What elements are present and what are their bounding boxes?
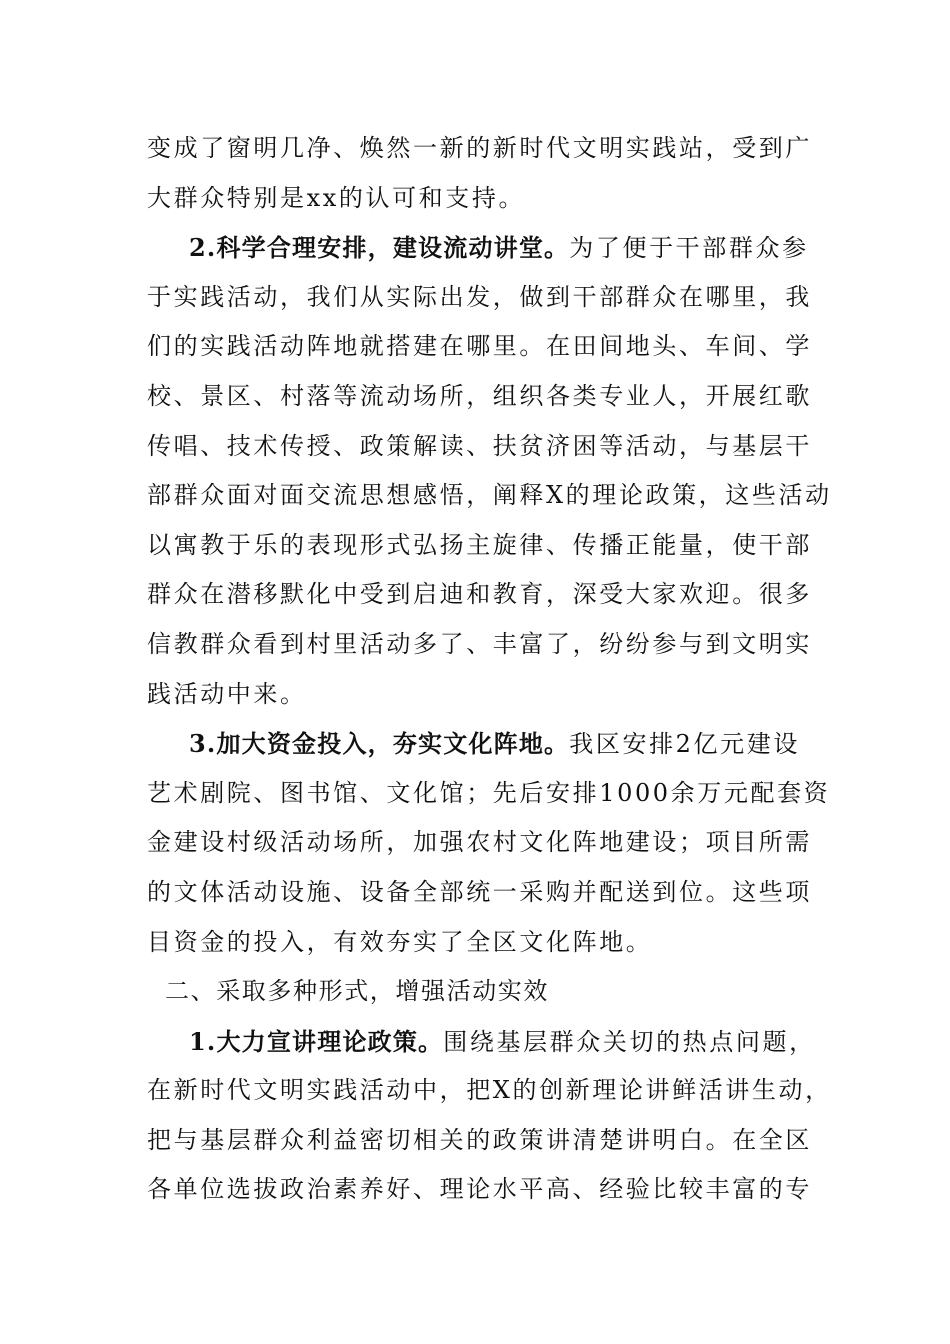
paragraph-start-line — [147, 223, 807, 273]
text-line: 践活动中来。 — [147, 679, 307, 708]
text-line: 金建设村级活动场所，加强农村文化阵地建设；项目所需 — [147, 828, 812, 857]
text-line: 变成了窗明几净、焕然一新的新时代文明实践站，受到广 — [147, 134, 812, 162]
text-line: 信教群众看到村里活动多了、丰富了，纷纷参与到文明实 — [147, 629, 812, 658]
paragraph-text: 我区安排2亿元建设 — [569, 730, 800, 759]
text-line: 的文体活动设施、设备全部统一采购并配送到位。这些项 — [147, 877, 812, 906]
paragraph-start-line — [147, 1017, 816, 1067]
text-line: 大群众特别是xx的认可和支持。 — [147, 183, 526, 212]
text-line: 部群众面对面交流思想感悟，阐释X的理论政策，这些活动 — [147, 481, 832, 510]
text-line: 们的实践活动阵地就搭建在哪里。在田间地头、车间、学 — [147, 332, 812, 361]
text-line: 传唱、技术传授、政策解读、扶贫济困等活动，与基层干 — [147, 431, 812, 460]
section-heading-bold: 3.加大资金投入，夯实文化阵地。 — [189, 729, 570, 759]
text-line: 艺术剧院、图书馆、文化馆；先后安排1000余万元配套资 — [147, 778, 831, 807]
chapter-heading: 二、采取多种形式，增强活动实效 — [165, 977, 549, 1006]
text-line: 于实践活动，我们从实际出发，做到干部群众在哪里，我 — [147, 282, 812, 311]
text-line: 以寓教于乐的表现形式弘扬主旋律、传播正能量，使干部 — [147, 530, 812, 559]
text-line: 在新时代文明实践活动中，把X的创新理论讲鲜活讲生动， — [147, 1076, 832, 1105]
text-line: 各单位选拔政治素养好、理论水平高、经验比较丰富的专 — [147, 1175, 812, 1204]
paragraph-start-line — [147, 719, 807, 769]
paragraph-text: 围绕基层群众关切的热点问题， — [443, 1027, 816, 1056]
text-line: 校、景区、村落等流动场所，组织各类专业人，开展红歌 — [147, 381, 812, 410]
text-line: 群众在潜移默化中受到启迪和教育，深受大家欢迎。很多 — [147, 580, 812, 609]
text-line: 把与基层群众利益密切相关的政策讲清楚讲明白。在全区 — [147, 1125, 812, 1154]
paragraph-text: 为了便于干部群众参 — [569, 234, 809, 263]
section-heading-bold: 1.大力宣讲理论政策。 — [189, 1026, 444, 1056]
document-body — [147, 124, 832, 1215]
text-line: 目资金的投入，有效夯实了全区文化阵地。 — [147, 927, 653, 956]
section-heading-bold: 2.科学合理安排，建设流动讲堂。 — [189, 233, 570, 263]
